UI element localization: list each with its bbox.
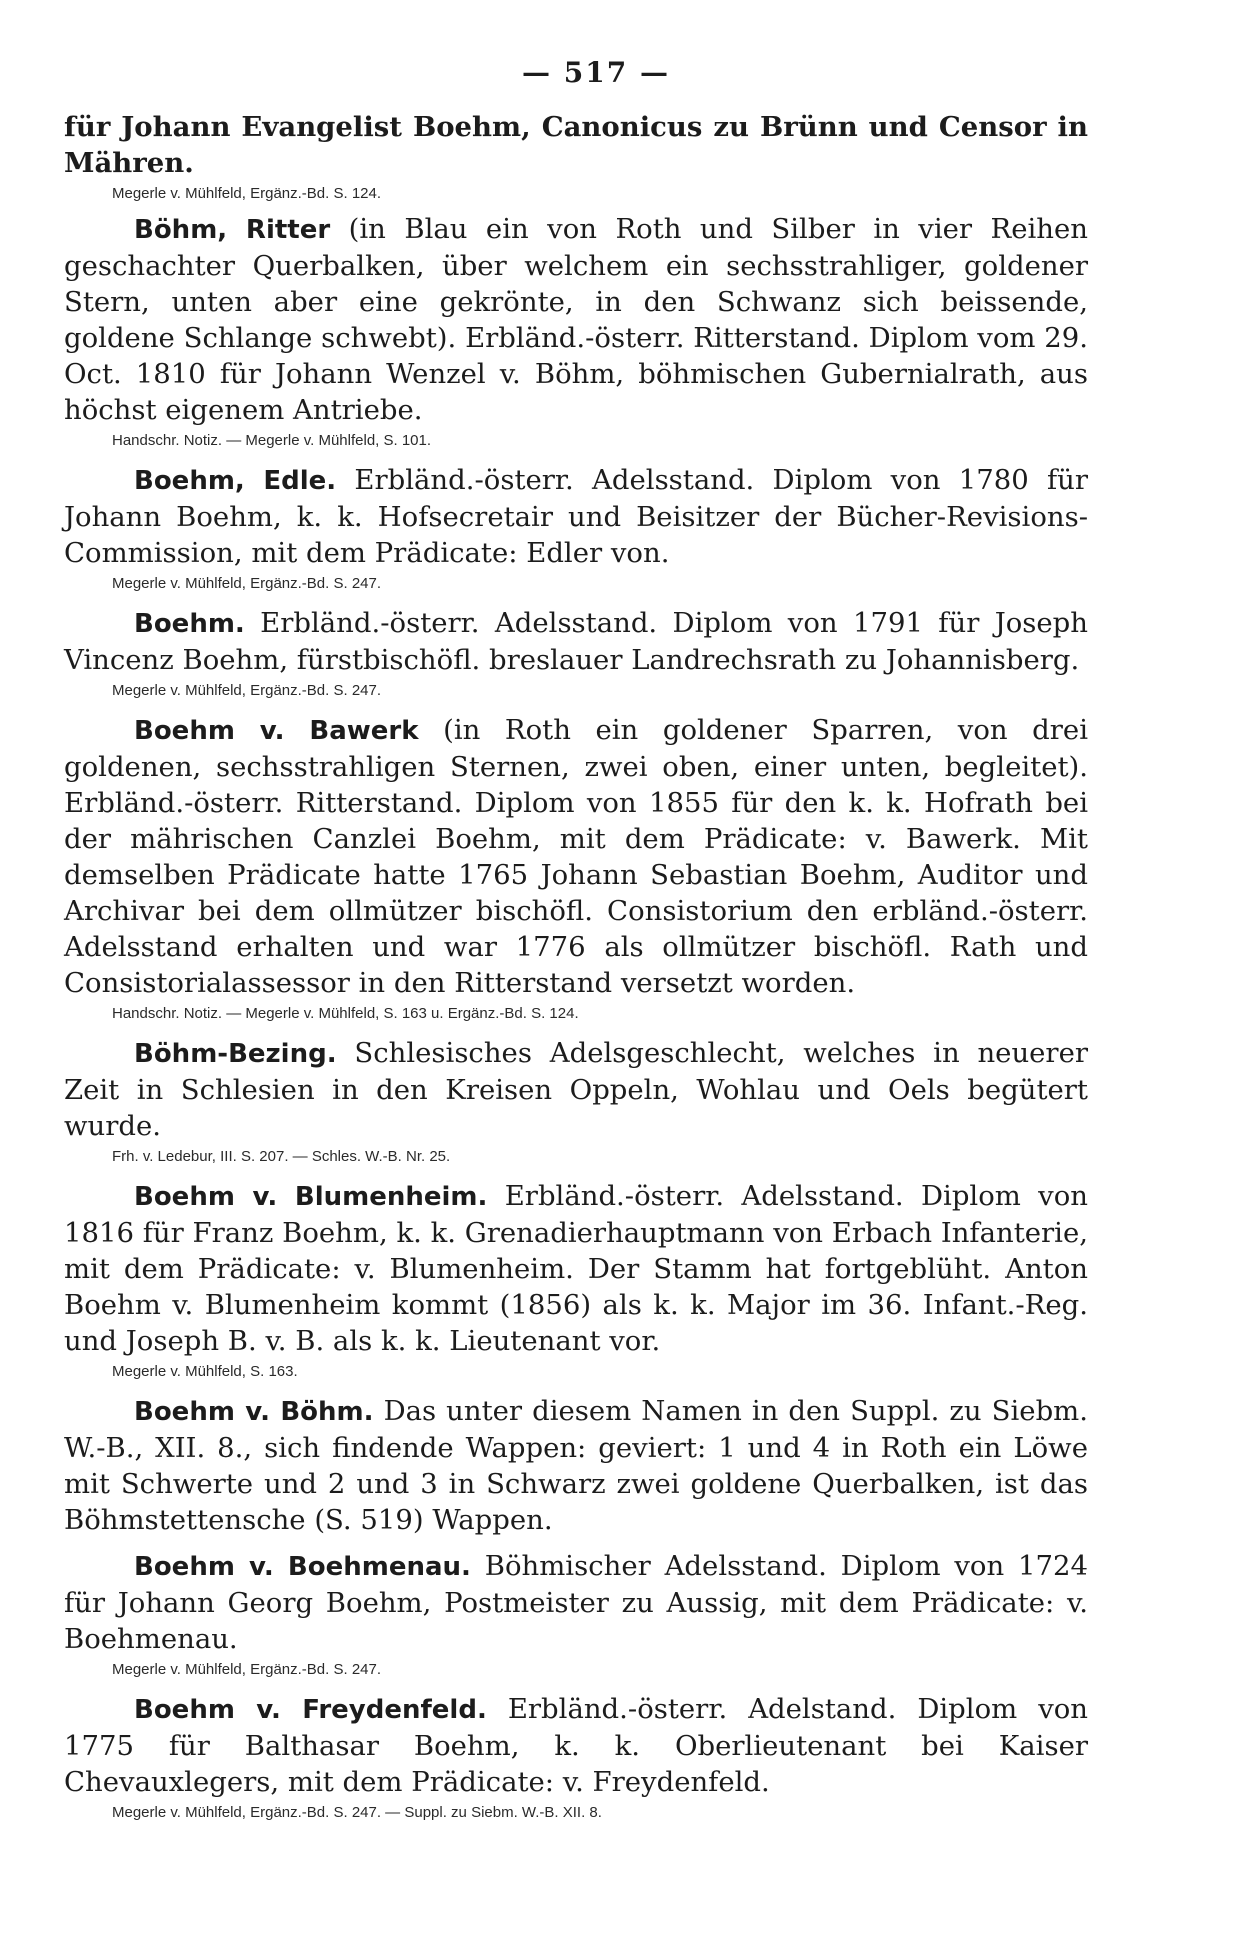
- entry-source: Handschr. Notiz. — Megerle v. Mühlfeld, S. 101.: [112, 432, 432, 449]
- entry-boehm: [64, 605, 1088, 704]
- entry-boehm-edle: [64, 462, 1088, 597]
- continued-entry-source: Megerle v. Mühlfeld, Ergänz.-Bd. S. 124.: [112, 185, 382, 202]
- entry-text: Erbländ.-österr. Adelsstand. Diplom von 1791 für Joseph Vincenz Boehm, fürstbischöfl. breslauer Landrechsrath zu Johannisberg.: [64, 607, 1088, 676]
- entry-boehm-boehmenau: [64, 1548, 1088, 1683]
- entry-text: Schlesisches Adelsgeschlecht, welches in neuerer Zeit in Schlesien in den Kreisen Oppeln, Wohlau und Oels begütert wurde.: [64, 1037, 1088, 1142]
- entry-name: Boehm, Edle.: [134, 466, 337, 496]
- entry-name: Boehm v. Bawerk: [134, 716, 419, 746]
- entry-name: Boehm.: [134, 609, 245, 639]
- entry-body: [64, 712, 1088, 1001]
- entry-boehm-blumenheim: [64, 1178, 1088, 1385]
- entry-text: Erbländ.-österr. Adelsstand. Diplom von 1816 für Franz Boehm, k. k. Grenadierhauptmann von Erbach Infanterie, mit dem Prädicate: v. Blumenheim. Der Stamm hat fortgeblüht. Anton Boehm v. Blumenheim kommt (1856) als k. k. Major im 36. Infant.-Reg. und Joseph B. v. B. als k. k. Lieutenant vor.: [64, 1180, 1088, 1357]
- entry-text: (in Roth ein goldener Sparren, von drei goldenen, sechsstrahligen Sternen, zwei oben, einer unten, begleitet). Erbländ.-österr. Ritterstand. Diplom von 1855 für den k. k. Hofrath bei der mährischen Canzlei Boehm, mit dem Prädicate: v. Bawerk. Mit demselben Prädicate hatte 1765 Johann Sebastian Boehm, Auditor und Archivar bei dem ollmützer bischöfl. Consistorium den erbländ.-österr. Adelsstand erhalten und war 1776 als ollmützer bischöfl. Rath und Consistorialassessor in den Ritterstand versetzt worden.: [64, 714, 1088, 999]
- entry-boehm-freydenfeld: [64, 1691, 1088, 1826]
- entry-source: Frh. v. Ledebur, III. S. 207. — Schles. W.-B. Nr. 25.: [112, 1148, 451, 1165]
- entry-body: [64, 1691, 1088, 1800]
- entry-text: Erbländ.-österr. Adelstand. Diplom von 1775 für Balthasar Boehm, k. k. Oberlieutenant bei Kaiser Chevauxlegers, mit dem Prädicate: v. Freydenfeld.: [64, 1693, 1088, 1798]
- entry-boehm-bezing: [64, 1035, 1088, 1170]
- entry-boehm-ritter: [64, 211, 1088, 454]
- entry-name: Boehm v. Böhm.: [134, 1397, 374, 1427]
- entry-boehm-boehm: [64, 1393, 1088, 1538]
- entry-name: Boehm v. Boehmenau.: [134, 1552, 471, 1582]
- entry-body: [64, 462, 1088, 571]
- entry-source: Megerle v. Mühlfeld, Ergänz.-Bd. S. 247.: [112, 1661, 382, 1678]
- entry-text: Erbländ.-österr. Adelsstand. Diplom von 1780 für Johann Boehm, k. k. Hofsecretair und Beisitzer der Bücher-Revisions-Commission, mit dem Prädicate: Edler von.: [64, 464, 1089, 569]
- entry-source: Megerle v. Mühlfeld, Ergänz.-Bd. S. 247.: [112, 575, 382, 592]
- entry-body: [64, 1178, 1088, 1359]
- entry-boehm-bawerk: [64, 712, 1088, 1027]
- continued-entry-text: für Johann Evangelist Boehm, Canonicus zu Brünn und Censor in Mähren.: [64, 111, 1088, 179]
- entry-source: Megerle v. Mühlfeld, S. 163.: [112, 1363, 298, 1380]
- entry-name: Böhm-Bezing.: [134, 1039, 337, 1069]
- entry-body: [64, 1548, 1088, 1657]
- page-number: — 517 —: [522, 56, 670, 89]
- entry-source: Handschr. Notiz. — Megerle v. Mühlfeld, S. 163 u. Ergänz.-Bd. S. 124.: [112, 1005, 579, 1022]
- entry-name: Boehm v. Blumenheim.: [134, 1182, 488, 1212]
- entry-text: Das unter diesem Namen in den Suppl. zu Siebm. W.-B., XII. 8., sich findende Wappen: geviert: 1 und 4 in Roth ein Löwe mit Schwerte und 2 und 3 in Schwarz zwei goldene Querbalken, ist das Böhmstettensche (S. 519) Wappen.: [64, 1395, 1088, 1536]
- entry-text: (in Blau ein von Roth und Silber in vier Reihen geschachter Querbalken, über welchem ein sechsstrahliger, goldener Stern, unten aber eine gekrönte, in den Schwanz sich beissende, goldene Schlange schwebt). Erbländ.-österr. Ritterstand. Diplom vom 29. Oct. 1810 für Johann Wenzel v. Böhm, böhmischen Gubernialrath, aus höchst eigenem Antriebe.: [64, 213, 1088, 426]
- entry-text: Böhmischer Adelsstand. Diplom von 1724 für Johann Georg Boehm, Postmeister zu Aussig, mit dem Prädicate: v. Boehmenau.: [64, 1550, 1089, 1655]
- entry-body: [64, 211, 1088, 428]
- entry-source: Megerle v. Mühlfeld, Ergänz.-Bd. S. 247. — Suppl. zu Siebm. W.-B. XII. 8.: [112, 1804, 602, 1821]
- entry-name: Boehm v. Freydenfeld.: [134, 1695, 487, 1725]
- entry-body: [64, 605, 1088, 678]
- entry-body: [64, 1035, 1088, 1144]
- entry-name: Böhm, Ritter: [134, 215, 331, 245]
- entry-body: [64, 1393, 1088, 1538]
- entry-source: Megerle v. Mühlfeld, Ergänz.-Bd. S. 247.: [112, 682, 382, 699]
